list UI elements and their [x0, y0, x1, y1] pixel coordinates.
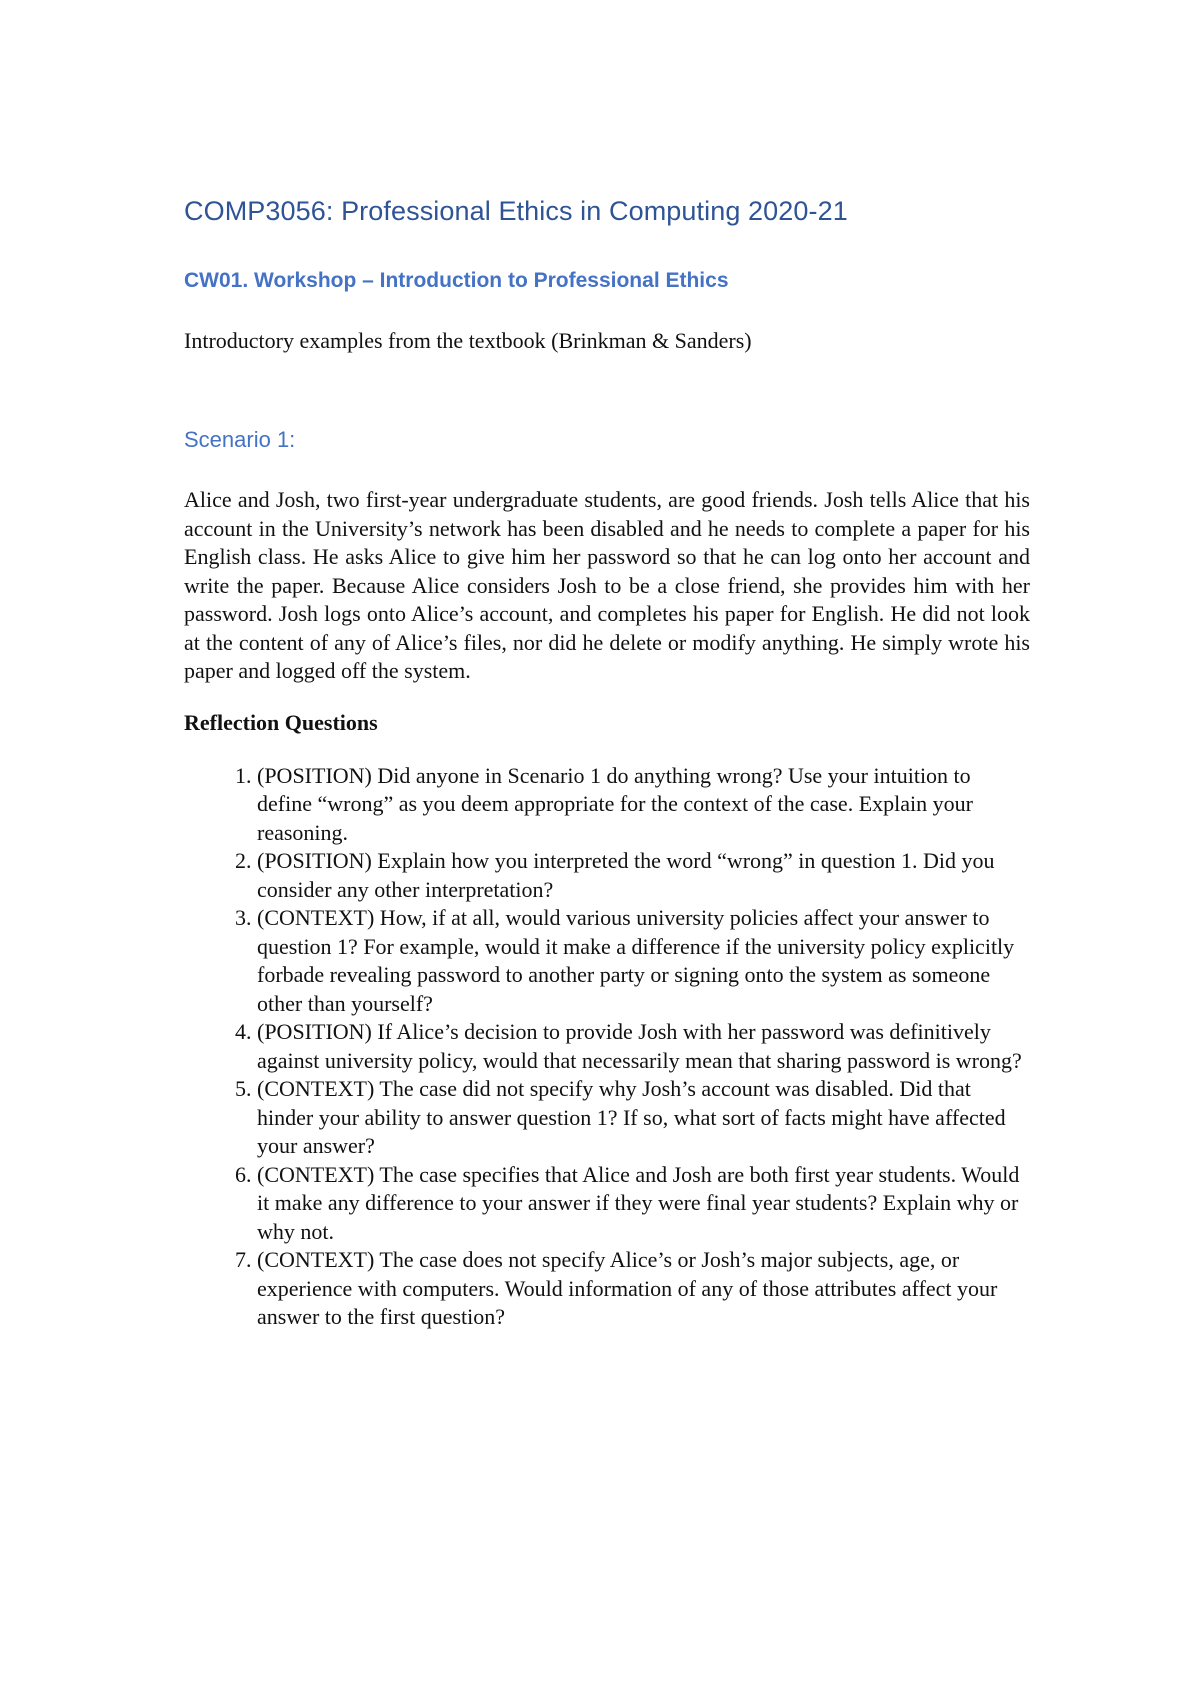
question-item: 5. (CONTEXT) The case did not specify why Josh’s account was disabled. Did that hinder your ability to answer question 1? If so, what sort of facts might have affected your answer? [257, 1075, 1030, 1161]
document-title: COMP3056: Professional Ethics in Computing 2020-21 [184, 196, 848, 226]
question-item: 1. (POSITION) Did anyone in Scenario 1 do anything wrong? Use your intuition to define “wrong” as you deem appropriate for the context of the case. Explain your reasoning. [257, 762, 1030, 848]
question-item: 2. (POSITION) Explain how you interpreted the word “wrong” in question 1. Did you consider any other interpretation? [257, 847, 1030, 904]
document-page [184, 196, 1030, 1332]
scenario-heading: Scenario 1: [184, 427, 296, 452]
questions-heading: Reflection Questions [184, 709, 378, 735]
scenario-text: Alice and Josh, two first-year undergraduate students, are good friends. Josh tells Alice that his account in the University’s network has been disabled and he needs to complete a paper for his English class. He asks Alice to give him her password so that he can log onto her account and write the paper. Because Alice considers Josh to be a close friend, she provides him with her password. Josh logs onto Alice’s account, and completes his paper for English. He did not look at the content of any of Alice’s files, nor did he delete or modify anything. He simply wrote his paper and logged off the system. [184, 487, 1030, 683]
intro-text: Introductory examples from the textbook (Brinkman & Sanders) [184, 328, 752, 353]
question-item: 4. (POSITION) If Alice’s decision to provide Josh with her password was definitively against university policy, would that necessarily mean that sharing password is wrong? [257, 1018, 1030, 1075]
question-item: 3. (CONTEXT) How, if at all, would various university policies affect your answer to question 1? For example, would it make a difference if the university policy explicitly forbade revealing password to another party or signing onto the system as someone other than yourself? [257, 904, 1030, 1018]
question-item: 7. (CONTEXT) The case does not specify Alice’s or Josh’s major subjects, age, or experience with computers. Would information of any of those attributes affect your answer to the first question? [257, 1246, 1030, 1332]
document-subtitle: CW01. Workshop – Introduction to Professional Ethics [184, 269, 729, 292]
questions-list [184, 762, 1030, 1332]
question-item: 6. (CONTEXT) The case specifies that Alice and Josh are both first year students. Would it make any difference to your answer if they were final year students? Explain why or why not. [257, 1161, 1030, 1247]
